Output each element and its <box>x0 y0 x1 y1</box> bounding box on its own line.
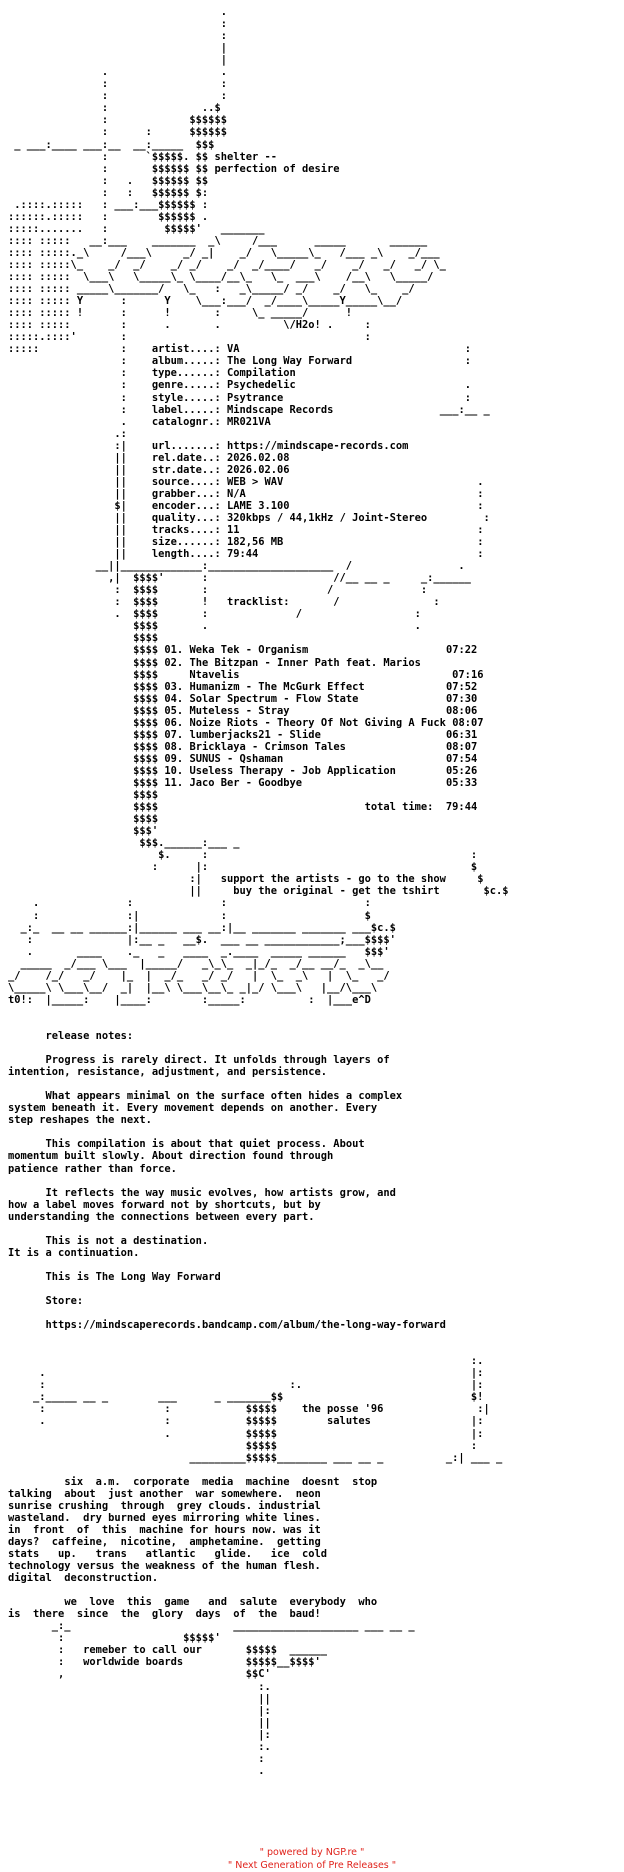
release-notes-p5: This is not a destination. It is a continuation. <box>8 1234 209 1259</box>
track-02-time: 07:16 <box>452 668 484 681</box>
track-01-num: 01. <box>164 644 184 657</box>
encoder-value: LAME 3.100 <box>226 499 290 512</box>
catalog-value: MR021VA <box>226 415 271 428</box>
catalog-label: catalognr.: <box>151 415 221 428</box>
track-09-title: SUNUS - Qshaman <box>189 752 284 765</box>
length-label: length....: <box>151 548 221 561</box>
track-05-time: 08:06 <box>445 704 478 717</box>
encoder-label: encoder...: <box>151 499 221 512</box>
boards-line-1: remeber to call our <box>83 1644 202 1657</box>
track-02-num: 02. <box>164 656 184 669</box>
quality-label: quality...: <box>151 511 221 524</box>
source-value: WEB > WAV <box>226 475 284 488</box>
track-07-title: lumberjacks21 - Slide <box>189 728 321 741</box>
logo-ascii-art: . : : : : :| : $ _:_ __ __ ______:|______ ___ __:|__ _______ _______ ___$c.$ : |:__ _ __$. ___ __ ____________;___$$$$' . ____ ._ _ ____ _.____ _____ ______ $$$' _____ _/___ \___ |_____/ _\_\_ _|_/_ _/__ __/_ _\__ _/ /_/ _/ |_ | _/_ _/ _/ | \_ _\ | \_ _/ \_____\ \___\__/ _| |__\ \___\__\_ _|_/ \___\ |__/\___\ t0!: |_____: |____: :_____: : |___e^D <box>8 897 396 1006</box>
footer <box>0 1846 624 1872</box>
genre-label: genre.....: <box>151 379 221 392</box>
support-line-1: support the artists - go to the show <box>220 873 446 886</box>
track-11-title: Jaco Ber - Goodbye <box>189 777 303 789</box>
posse-para-2: we love this game and salute everybody who is there since the glory days of the baud! <box>8 1596 378 1621</box>
track-08-num: 08. <box>164 740 184 753</box>
tracks-value: 11 <box>226 524 240 537</box>
track-05-num: 05. <box>164 704 184 717</box>
track-03-num: 03. <box>164 680 184 693</box>
strdate-label: str.date..: <box>151 463 221 476</box>
track-11-time: 05:33 <box>445 777 478 789</box>
track-06-num: 06. <box>164 716 184 729</box>
track-02-title-cont: Ntavelis <box>189 668 240 681</box>
grabber-value: N/A <box>226 487 246 500</box>
track-04-num: 04. <box>164 692 184 705</box>
footer-line-1: " powered by NGP.re " <box>259 1847 365 1858</box>
track-07-time: 06:31 <box>445 728 478 741</box>
release-notes-heading: release notes: <box>45 1029 134 1042</box>
track-08-time: 08:07 <box>445 740 478 753</box>
track-06-time: 08:07 <box>452 716 484 729</box>
track-11-num: 11. <box>164 777 184 789</box>
nfo-document: . : : | | . . : : : : : ..$ : $$$$$$ : : $$$$$$ _ ___:____ ___:__ __:_____ $$$ : `$$$$$. $$ shelter -- : $$$$$$ $$ perfection of desire : . $$$$$$ $$ : : $$$$$$ $: .::::.::::: : ___:___$$$$$$ : ::::::.::::: : $$$$$$ . :::::....... : $$$$$' _______ :::: ::::: __:___ _______ _\ /___ _____ ______ :::: :::::._\ /___\ _/ _| _/ \_____\_ /___ _\ _/___ :::: :::::\_ _/ _/ _/ _/ _/ _/____/ _/ _/ _/ _/ \_ :::: ::::: \___\ \_____\_ \____/__\_ \_ ___\ /__\ \_____/ :::: ::::: _____\_______/ \_ : _\_____/ _/ _/ \_ _/ :::: ::::: Y : Y \___:___/ _/____\_____Y_____\__/ :::: ::::: ! : ! : \_ _____/ ! :::: ::::: : . . \/H2o! . : :::::.::::' : : ::::: : artist....: VA : : album.....: The Long Way Forward : : type......: Compilation : genre.....: Psychedelic . : style.....: Psytrance : : label.....: Mindscape Records ___:__ _ . catalognr.: MR021VA .: :| url.......: https://mindscape-records.com || rel.date..: 2026.02.08 || str.date..: 2026.02.06 || source....: WEB > WAV . || grabber...: N/A : $| encoder...: LAME 3.100 : || quality...: 320kbps / 44,1kHz / Joint-Stereo : || tracks....: 11 : || size......: 182,56 MB : || length....: 79:44 : __||_____________:____________________ / . ,| $$$$' : //__ __ _ _:______ : $$$$ : / : : $$$$ ! tracklist: / : . $$$$ : / : $$$$ . . $$$$ $$$$ 01. Weka Tek - Organism 07:22 $$$$ 02. The Bitzpan - Inner Path feat. Marios $$$$ Ntavelis 07:16 $$$$ 03. Humanizm - The McGurk Effect 07:52 $$$$ 04. Solar Spectrum - Flow State 07:30 $$$$ 05. Muteless - Stray 08:06 $$$$ 06. Noize Riots - Theory Of Not Giving A Fuck 08:07 $$$$ 07. lumberjacks21 - Slide 06:31 $$$$ 08. Bricklaya - Crimson Tales 08:07 $$$$ 09. SUNUS - Qshaman 07:54 $$$$ 10. Useless Therapy - Job Application 05:26 $$$$ 11. Jaco Ber - Goodbye 05:33 $$$$ $$$$ total time: 79:44 $$$$ $$$' $$$.______:___ _ $. : : : |: $ :| support the artists - go to the show $ || buy the original - get the tshirt $c.$ . : : : : :| : $ _:_ __ __ ______:|______ ___ __:|__ _______ _______ ___$c.$ : |:__ _ __$. ___ __ ____________;___$$$$' . ____ ._ _ ____ _.____ _____ ______ $$$' _____ _/___ \___ |_____/ _\_\_ _|_/_ _/__ __/_ _\__ _/ /_/ _/ |_ | _/_ _/ _/ | \_ _\ | \_ _/ \_____\ \___\__/ _| |__\ \___\__\_ _|_/ \___\ |__/\___\ t0!: |_____: |____: :_____: : |___e^D release notes: Progress is rarely direct. It unfolds through layers of intention, resistance, adjustment, and persistence. What appears minimal on the surface often hides a complex system beneath it. Every movement depends on another. Every step reshapes the next. This compilation is about that quiet process. About momentum built slowly. About direction found through patience rather than force. It reflects the way music evolves, how artists grow, and how a label moves forward not by shortcuts, but by understanding the connections between every part. This is not a destination. It is a continuation. This is The Long Way Forward Store: https://mindscaperecords.bandcamp.com/album/the-long-way-forward :. . |: : :. |: _:_____ __ _ ___ _ _______$$ $! : : $$$$$ the posse '96 :| . : $$$$$ salutes |: . $$$$$ |: $$$$$ : _________$$$$$________ ___ __ _ _:| ___ _ six a.m. corporate media machine doesnt stop talking about just another war somewhere. neon sunrise crushing through grey clouds. industrial wasteland. dry burned eyes mirroring white lines. in front of this machine for hours now. was it days? caffeine, nicotine, amphetamine. getting stats up. trans atlantic glide. ice cold technology versus the weakness of the human flesh. digital deconstruction. we love this game and salute everybody who is there since the glory days of the baud! _:_ ____________________ ___ __ _ : $$$$$' : remeber to call our $$$$$ ______ : worldwide boards $$$$$__$$$$' , $$C' :. || |: || |: :. : . <box>8 6 509 1777</box>
track-09-num: 09. <box>164 752 184 765</box>
type-value: Compilation <box>226 367 296 380</box>
strdate-value: 2026.02.06 <box>226 463 290 476</box>
release-notes-p6: This is The Long Way Forward <box>45 1270 221 1283</box>
track-01-title: Weka Tek - Organism <box>189 644 309 657</box>
track-10-title: Useless Therapy - Job Application <box>189 764 396 777</box>
type-label: type......: <box>151 367 221 380</box>
release-notes-p3: This compilation is about that quiet process. About momentum built slowly. About direction found through patience rather than force. <box>8 1138 365 1175</box>
artist-value: VA <box>226 343 240 356</box>
track-01-time: 07:22 <box>445 644 478 657</box>
size-value: 182,56 MB <box>226 536 284 549</box>
track-06-title: Noize Riots - Theory Of Not Giving A Fuck <box>189 716 446 729</box>
track-10-num: 10. <box>164 764 184 777</box>
store-label: Store: <box>45 1295 84 1308</box>
total-time-value: 79:44 <box>445 801 478 814</box>
reldate-value: 2026.02.08 <box>226 451 290 464</box>
track-04-title: Solar Spectrum - Flow State <box>189 692 359 705</box>
store-url[interactable]: https://mindscaperecords.bandcamp.com/album/the-long-way-forward <box>45 1319 446 1332</box>
size-label: size......: <box>151 536 221 549</box>
posse-para-1: six a.m. corporate media machine doesnt stop talking about just another war somewhere. neon sunrise crushing through grey clouds. industrial wasteland. dry burned eyes mirroring white lines. in front of this machine for hours now. was it days? caffeine, nicotine, amphetamine. getting stats up. trans atlantic glide. ice cold technology versus the weakness of the human flesh. digital deconstruction. <box>8 1475 378 1585</box>
track-03-time: 07:52 <box>445 680 478 693</box>
track-05-title: Muteless - Stray <box>189 704 290 717</box>
source-label: source....: <box>151 475 221 488</box>
track-03-title: Humanizm - The McGurk Effect <box>189 680 365 693</box>
posse-title: the posse '96 <box>302 1403 384 1416</box>
style-value: Psytrance <box>226 391 284 404</box>
reldate-label: rel.date..: <box>151 451 221 464</box>
release-notes-p2: What appears minimal on the surface often hides a complex system beneath it. Every movement depends on another. Every step reshapes the next. <box>8 1090 403 1127</box>
boards-line-2: worldwide boards <box>83 1656 184 1669</box>
track-02-title: The Bitzpan - Inner Path feat. Marios <box>189 656 421 669</box>
total-time-label: total time: <box>364 801 434 814</box>
track-09-time: 07:54 <box>445 752 478 765</box>
tracks-label: tracks....: <box>151 524 221 537</box>
track-04-time: 07:30 <box>445 692 478 705</box>
genre-value: Psychedelic <box>226 379 296 392</box>
url-label: url.......: <box>151 439 221 452</box>
header-ascii-art: . : : | | . . : : : : : ..$ : $$$$$$ : : $$$$$$ _ ___:____ ___:__ __:_____ $$$ : `$$$$$. $$ shelter -- : $$$$$$ $$ perfection of desire : . $$$$$$ $$ : : $$$$$$ $: .::::.::::: : ___:___$$$$$$ : ::::::.::::: : $$$$$$ . :::::....... : $$$$$' _______ :::: ::::: __:___ _______ _\ /___ _____ ______ :::: :::::._\ /___\ _/ _| _/ \_____\_ /___ _\ _/___ :::: :::::\_ _/ _/ _/ _/ _/ _/____/ _/ _/ _/ _/ \_ :::: ::::: \___\ \_____\_ \____/__\_ \_ ___\ /__\ \_____/ :::: ::::: _____\_______/ \_ : _\_____/ _/ _/ \_ _/ :::: ::::: Y : Y \___:___/ _/____\_____Y_____\__/ :::: ::::: ! : ! : \_ _____/ ! :::: ::::: : . . \/H2o! . : :::::.::::' : : <box>8 6 446 344</box>
track-08-title: Bricklaya - Crimson Tales <box>189 740 346 753</box>
track-10-time: 05:26 <box>445 764 478 777</box>
label-label: label.....: <box>151 403 221 416</box>
grabber-label: grabber...: <box>151 487 221 500</box>
footer-line-2: " Next Generation of Pre Releases " <box>227 1860 397 1871</box>
label-value: Mindscape Records <box>226 403 334 416</box>
track-07-num: 07. <box>164 728 184 741</box>
album-label: album.....: <box>151 355 221 368</box>
release-notes-p4: It reflects the way music evolves, how artists grow, and how a label moves forward not by shortcuts, but by understanding the connections between every part. <box>8 1186 396 1223</box>
quality-value: 320kbps / 44,1kHz / Joint-Stereo <box>226 511 428 524</box>
album-value: The Long Way Forward <box>226 355 353 368</box>
posse-subtitle: salutes <box>327 1415 371 1428</box>
url-value: https://mindscape-records.com <box>226 439 409 452</box>
tracklist-heading: tracklist: <box>226 596 290 609</box>
release-notes-p1: Progress is rarely direct. It unfolds through layers of intention, resistance, adjustment, and persistence. <box>8 1054 390 1079</box>
style-label: style.....: <box>151 391 221 404</box>
length-value: 79:44 <box>226 548 259 561</box>
artist-label: artist....: <box>151 343 221 356</box>
support-line-2: buy the original - get the tshirt <box>233 885 440 898</box>
